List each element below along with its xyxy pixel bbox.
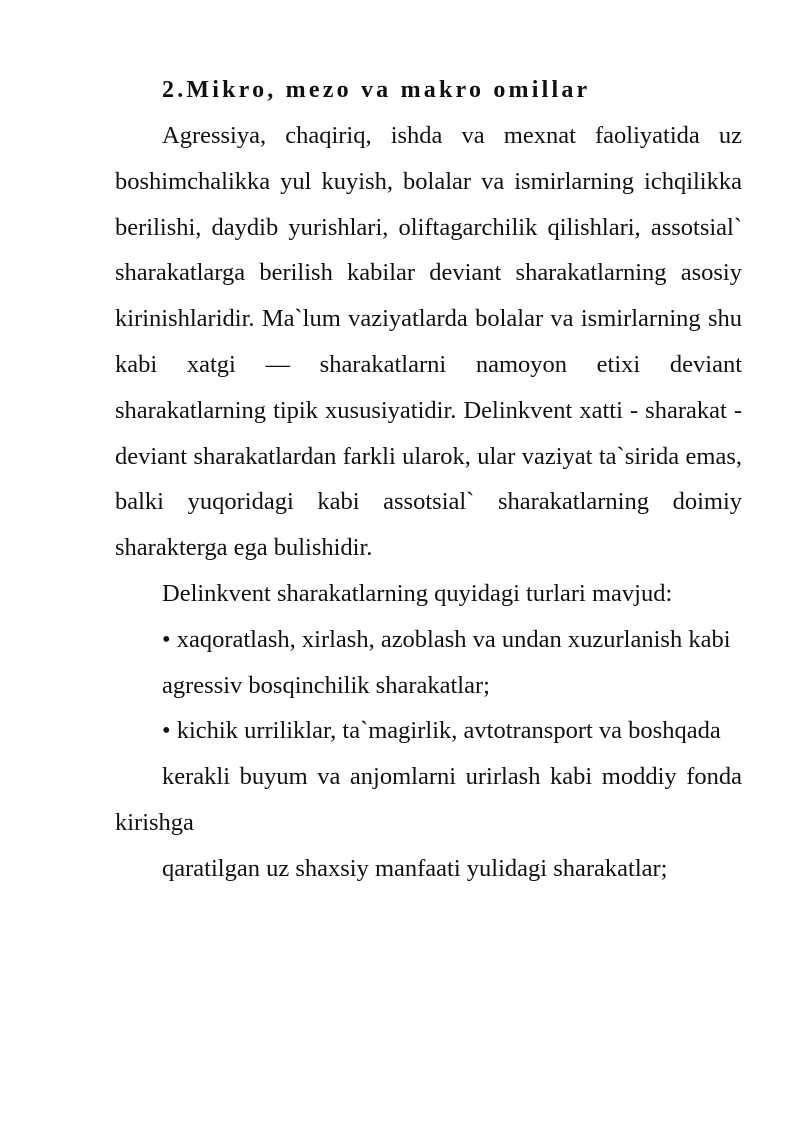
- paragraph-delinquent-types-intro: Delinkvent sharakatlarning quyidagi turlari mavjud:: [162, 579, 673, 607]
- list-item-selfinterest: qaratilgan uz shaxsiy manfaati yulidagi sharakatlar;: [162, 854, 668, 882]
- list-item-theft: • kichik urriliklar, ta`magirlik, avtotransport va boshqada: [162, 717, 721, 745]
- list-item-theft-continued: kerakli buyum va anjomlarni urirlash kabi moddiy fonda kirishga: [115, 763, 742, 836]
- list-item-aggressive-continued: agressiv bosqinchilik sharakatlar;: [162, 671, 490, 699]
- paragraph-main: Agressiya, chaqiriq, ishda va mexnat faoliyatida uz boshimchalikka yul kuyish, bolalar va ismirlarning ichqilikka berilishi, daydib yurishlari, oliftagarchilik qilishlari, assotsial` sharakatlarga berilish kabilar deviant sharakatlarning asosiy kirinishlaridir. Ma`lum vaziyatlarda bolalar va ismirlarning shu kabi xatgi — sharakatlarni namoyon etixi deviant sharakatlarning tipik xususiyatidir. Delinkvent xatti - sharakat - deviant sharakatlardan farkli ularok, ular vaziyat ta`sirida emas, balki yuqoridagi kabi assotsial` sharakatlarning doimiy sharakterga ega bulishidir.: [115, 122, 742, 562]
- section-heading: 2.Mikro, mezo va makro omillar: [162, 77, 591, 103]
- list-item-aggressive: • xaqoratlash, xirlash, azoblash va undan xuzurlanish kabi: [162, 625, 731, 653]
- document-page: [115, 68, 742, 892]
